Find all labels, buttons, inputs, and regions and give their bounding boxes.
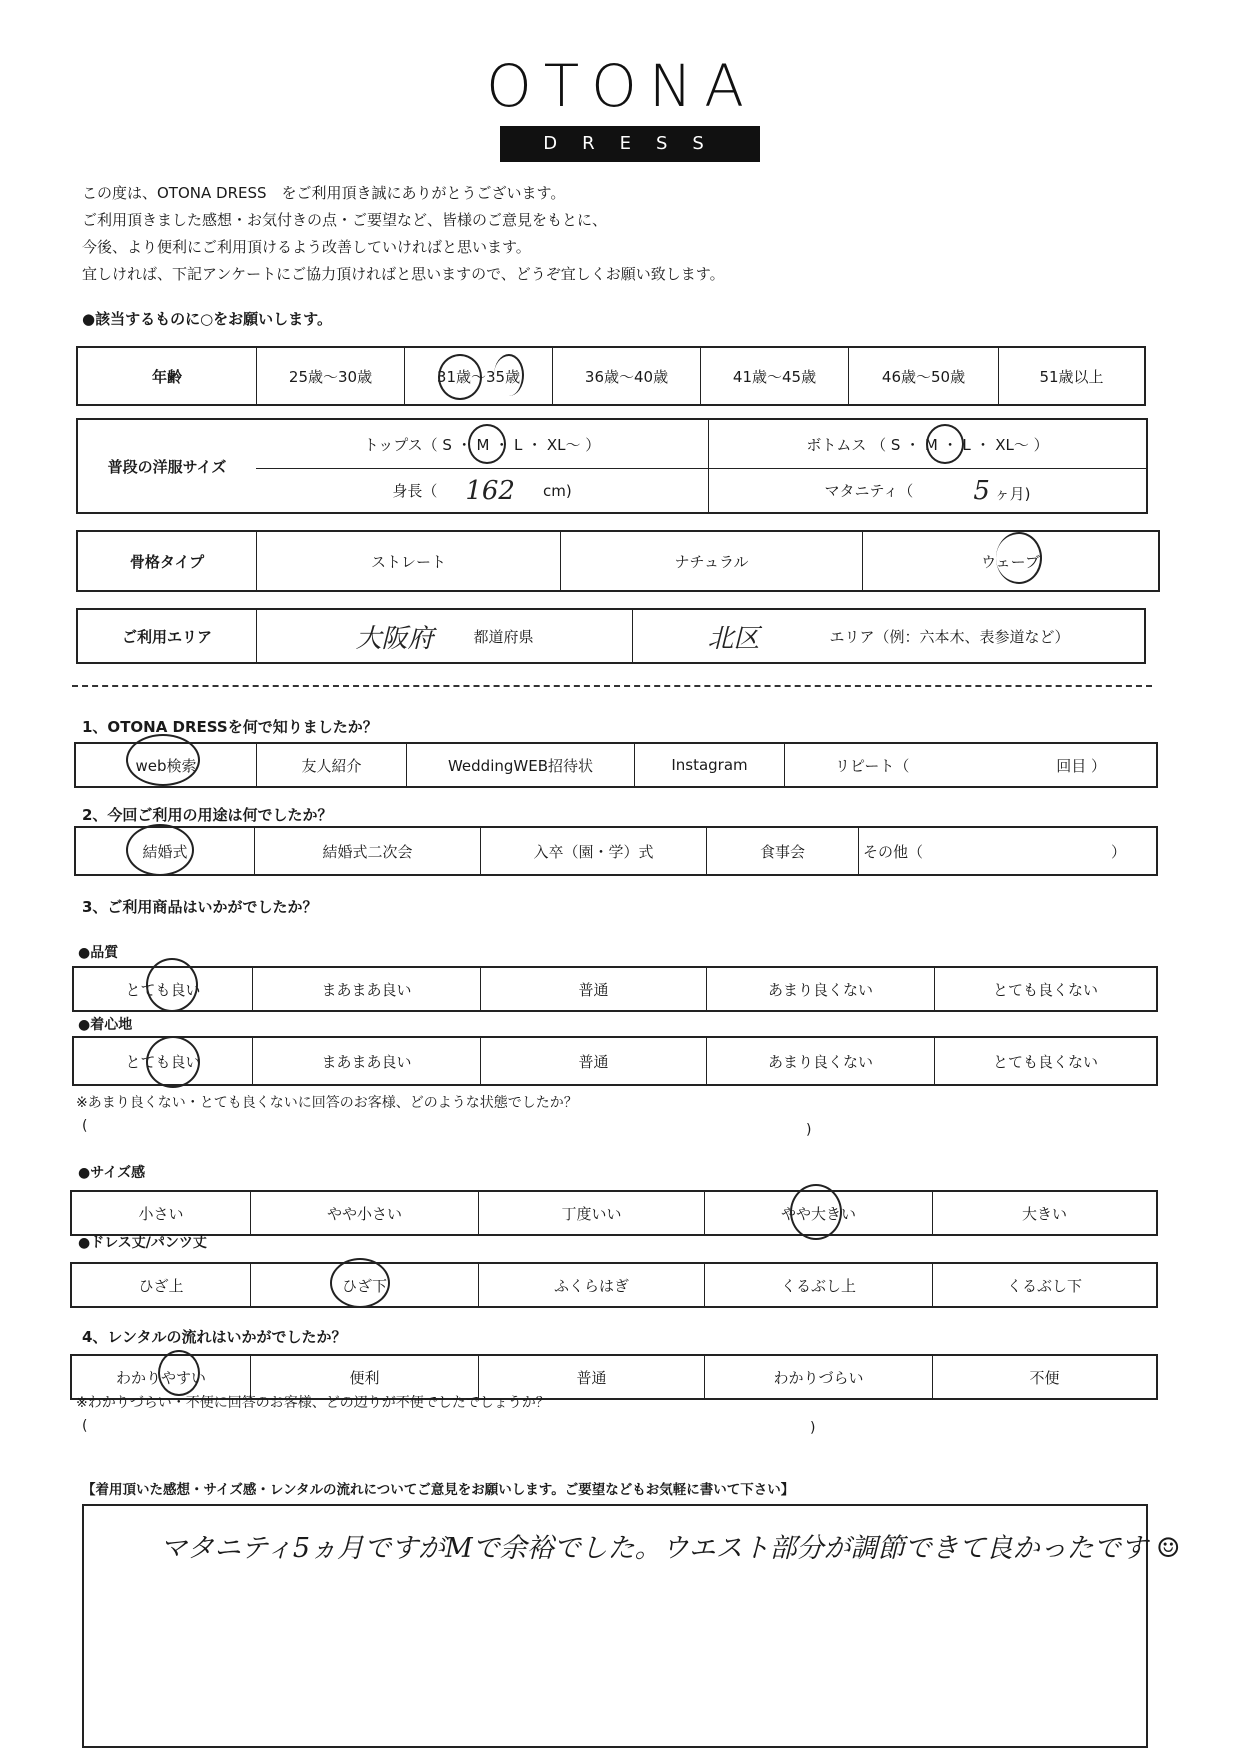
quality-option[interactable]: あまり良くない: [706, 968, 934, 1010]
q2-other-close: ）: [1110, 842, 1126, 861]
selection-circle: [158, 1350, 200, 1396]
q1-repeat-label: リピート（: [835, 756, 910, 775]
maternity-label: マタニティ（: [824, 482, 914, 500]
q2-option[interactable]: 結婚式二次会: [254, 828, 480, 874]
fit-option[interactable]: 丁度いい: [478, 1192, 704, 1234]
area-example-label: エリア（例：六本木、表参道など）: [829, 627, 1070, 646]
selection-circle: [126, 824, 194, 876]
q4-option[interactable]: わかりづらい: [704, 1356, 932, 1398]
quality-option[interactable]: とても良い: [125, 980, 201, 999]
selection-circle: [996, 532, 1042, 584]
selection-circle: [146, 958, 198, 1012]
skeleton-label: 骨格タイプ: [129, 552, 205, 571]
intro-line: 宜しければ、下記アンケートにご協力頂ければと思いますので、どうぞ宜しくお願い致します。: [82, 265, 725, 283]
q1-option[interactable]: WeddingWEB招待状: [406, 744, 634, 786]
q4-option[interactable]: わかりやすい: [115, 1368, 206, 1387]
age-table: [76, 346, 1146, 406]
skeleton-option[interactable]: ナチュラル: [560, 532, 862, 590]
q2-title: 2、今回ご利用の用途は何でしたか？: [82, 806, 333, 824]
paren-close: ): [806, 1122, 812, 1138]
intro-line: この度は、OTONA DRESS をご利用頂き誠にありがとうございます。: [82, 184, 566, 202]
instruction: ●該当するものに○をお願いします。: [82, 310, 332, 328]
q4-title: 4、レンタルの流れはいかがでしたか？: [82, 1328, 347, 1346]
length-option[interactable]: ひざ上: [138, 1276, 184, 1295]
q2-option[interactable]: 食事会: [706, 828, 858, 874]
q1-repeat-count-label: 回目 ）: [1056, 756, 1106, 775]
logo-title: OTONA: [486, 52, 756, 120]
comments-title: 【着用頂いた感想・サイズ感・レンタルの流れについてご意見をお願いします。ご要望などもお気軽に書いて下さい】: [82, 1482, 795, 1498]
tops-size-options[interactable]: トップス（ S ・ M ・ L ・ XL～ ）: [363, 435, 601, 454]
divider: [72, 685, 1152, 687]
q2-options: [74, 826, 1158, 876]
age-option[interactable]: 46歳～50歳: [848, 348, 998, 404]
logo-subtitle: DRESS: [500, 126, 760, 162]
fit-options: [70, 1190, 1158, 1236]
comments-text[interactable]: マタニティ5ヵ月ですがMで余裕でした。ウエスト部分が調節できて良かったです ☺: [160, 1533, 1181, 1564]
q1-option[interactable]: web検索: [135, 756, 197, 775]
age-option[interactable]: 41歳～45歳: [700, 348, 848, 404]
comfort-label: ●着心地: [78, 1017, 133, 1033]
quality-option[interactable]: とても良くない: [934, 968, 1156, 1010]
maternity-unit: ヶ月): [994, 484, 1031, 503]
fit-label: ●サイズ感: [78, 1165, 146, 1181]
height-value[interactable]: 162: [465, 475, 515, 506]
q2-other-field[interactable]: [858, 828, 1156, 874]
fit-option[interactable]: 小さい: [138, 1204, 184, 1223]
q2-option[interactable]: 入卒（園・学）式: [480, 828, 706, 874]
paren-open: (: [82, 1118, 88, 1134]
length-option[interactable]: ひざ下: [250, 1264, 478, 1306]
quality-options: [72, 966, 1158, 1012]
length-label: ●ドレス丈/パンツ丈: [78, 1235, 207, 1251]
size-table: [76, 418, 1148, 514]
age-option[interactable]: 36歳～40歳: [552, 348, 700, 404]
quality-option[interactable]: 普通: [480, 968, 706, 1010]
height-unit: cm): [542, 481, 572, 500]
q4-option[interactable]: 普通: [478, 1356, 704, 1398]
fit-option[interactable]: 大きい: [932, 1192, 1156, 1234]
paren-open: (: [82, 1418, 88, 1434]
comfort-options: [72, 1036, 1158, 1086]
area-label: ご利用エリア: [121, 627, 212, 646]
skeleton-option[interactable]: ウェーブ: [862, 532, 1158, 590]
comfort-option[interactable]: 普通: [480, 1038, 706, 1084]
skeleton-option[interactable]: ストレート: [256, 532, 560, 590]
q4-followup-note: ※わかりづらい・不便に回答のお客様、どの辺りが不便でしたでしょうか？: [76, 1395, 550, 1411]
comfort-option[interactable]: とても良くない: [934, 1038, 1156, 1084]
age-option[interactable]: 51歳以上: [998, 348, 1144, 404]
age-label: 年齢: [151, 367, 182, 386]
age-option[interactable]: 31歳～35歳: [404, 348, 552, 404]
prefecture-value[interactable]: 大阪府: [355, 623, 434, 654]
maternity-value[interactable]: 5: [973, 475, 990, 506]
maternity-field: [708, 469, 1146, 512]
height-field: [256, 469, 708, 512]
selection-circle: [438, 354, 482, 400]
q2-other-label: その他（: [863, 842, 924, 861]
comfort-followup-note: ※あまり良くない・とても良くないに回答のお客様、どのような状態でしたか？: [76, 1095, 578, 1111]
bottoms-size-options[interactable]: ボトムス （ S ・ M ・ L ・ XL～ ）: [708, 420, 1146, 468]
q1-option[interactable]: Instagram: [634, 744, 784, 786]
length-option[interactable]: くるぶし下: [932, 1264, 1156, 1306]
intro-line: ご利用頂きました感想・お気付きの点・ご要望など、皆様のご意見をもとに、: [82, 211, 608, 229]
length-option[interactable]: くるぶし上: [704, 1264, 932, 1306]
size-label: 普段の洋服サイズ: [107, 457, 227, 476]
selection-circle: [468, 424, 506, 464]
selection-circle: [790, 1184, 842, 1240]
length-option[interactable]: ふくらはぎ: [478, 1264, 704, 1306]
q1-option[interactable]: 友人紹介: [256, 744, 406, 786]
fit-option[interactable]: やや大きい: [704, 1192, 932, 1234]
prefecture-field: [256, 610, 632, 662]
q1-options: [74, 742, 1158, 788]
fit-option[interactable]: やや小さい: [250, 1192, 478, 1234]
quality-option[interactable]: まあまあ良い: [252, 968, 480, 1010]
q3-title: 3、ご利用商品はいかがでしたか？: [82, 898, 318, 916]
q2-option[interactable]: 結婚式: [142, 842, 188, 861]
comfort-option[interactable]: まあまあ良い: [252, 1038, 480, 1084]
intro-text: [82, 180, 725, 288]
q4-option[interactable]: 不便: [932, 1356, 1156, 1398]
length-options: [70, 1262, 1158, 1308]
selection-circle: [926, 424, 964, 464]
selection-circle: [330, 1258, 390, 1308]
selection-circle: [126, 734, 200, 786]
q4-option[interactable]: 便利: [250, 1356, 478, 1398]
area-table: [76, 608, 1146, 664]
q1-title: 1、OTONA DRESSを何で知りましたか？: [82, 718, 378, 736]
age-option[interactable]: 25歳～30歳: [256, 348, 404, 404]
comfort-option[interactable]: とても良い: [125, 1052, 201, 1071]
paren-close: ): [810, 1420, 816, 1436]
area-field: [632, 610, 1144, 662]
intro-line: 今後、より便利にご利用頂けるよう改善していければと思います。: [82, 238, 531, 256]
height-label: 身長（: [392, 482, 438, 500]
area-value[interactable]: 北区: [707, 623, 760, 654]
selection-circle: [146, 1036, 200, 1088]
q1-repeat-field[interactable]: [784, 744, 1156, 786]
selection-circle: [494, 354, 524, 396]
quality-label: ●品質: [78, 945, 119, 961]
prefecture-label: 都道府県: [473, 627, 534, 646]
comfort-option[interactable]: あまり良くない: [706, 1038, 934, 1084]
